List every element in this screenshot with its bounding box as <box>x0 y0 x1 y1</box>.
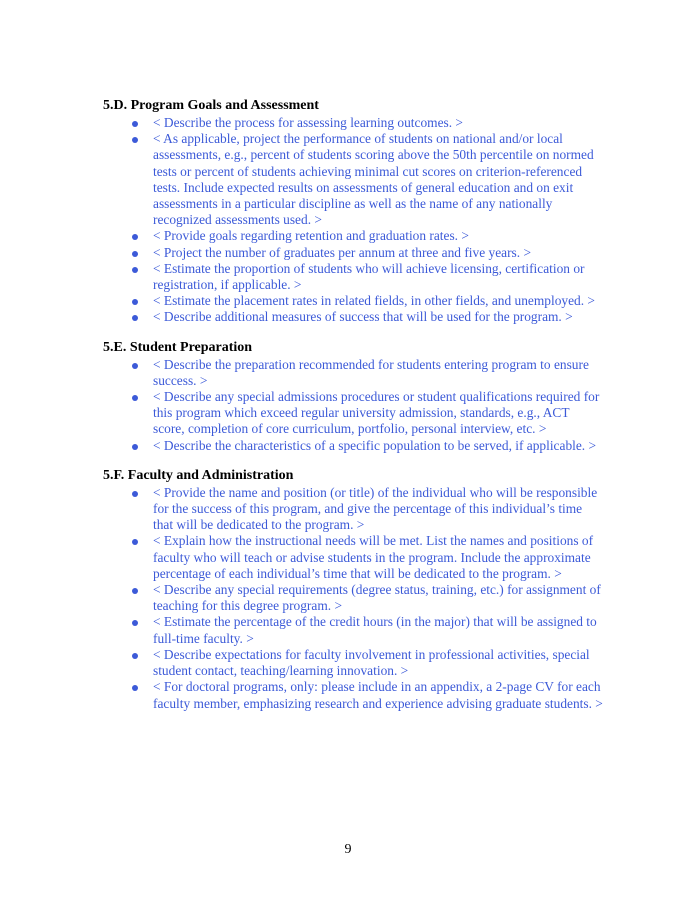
list-item <box>103 245 603 261</box>
bullet-icon <box>132 653 138 659</box>
list-item-text: < For doctoral programs, only: please include in an appendix, a 2-page CV for each faculty member, emphasizing research and experience advising graduate students. > <box>153 679 603 711</box>
list-item-text: < Describe any special admissions procedures or student qualifications required for this program which exceed regular university admission, standards, e.g., ACT score, completion of core curriculum, portfolio, personal interview, etc. > <box>153 389 600 437</box>
bullet-list <box>103 485 603 712</box>
list-item-text: < Estimate the proportion of students who will achieve licensing, certification or registration, if applicable. > <box>153 260 585 293</box>
list-item-text: < As applicable, project the performance of students on national and/or local assessments, e.g., percent of students scoring above the 50th percentile on normed tests or percent of students achieving minimal cut scores on criterion-referenced tests. Include expected results on assessments of general education and on exit assessments in a particular discipline as well as the name of any nationally recognized assessments used. > <box>153 131 594 228</box>
bullet-icon <box>132 685 138 691</box>
section-heading: 5.E. Student Preparation <box>103 339 253 355</box>
list-item <box>103 614 603 646</box>
list-item <box>103 115 603 131</box>
bullet-icon <box>132 234 138 240</box>
section-faculty-administration <box>103 468 603 712</box>
list-item <box>103 582 603 614</box>
list-item <box>103 357 603 389</box>
list-item <box>103 647 603 679</box>
list-item-text: < Provide goals regarding retention and graduation rates. > <box>153 228 469 244</box>
list-item <box>103 131 603 228</box>
list-item-text: < Describe additional measures of success that will be used for the program. > <box>153 309 573 325</box>
list-item <box>103 293 603 309</box>
bullet-icon <box>132 395 138 401</box>
list-item-text: < Describe expectations for faculty involvement in professional activities, special student contact, teaching/learning innovation. > <box>153 646 590 679</box>
bullet-icon <box>132 299 138 305</box>
bullet-icon <box>132 363 138 369</box>
list-item <box>103 228 603 244</box>
bullet-icon <box>132 444 138 450</box>
bullet-list <box>103 115 603 326</box>
list-item-text: < Project the number of graduates per annum at three and five years. > <box>153 244 531 260</box>
bullet-icon <box>132 588 138 594</box>
list-item <box>103 261 603 293</box>
page-number: 9 <box>344 842 352 857</box>
bullet-icon <box>132 491 138 497</box>
bullet-icon <box>132 539 138 545</box>
bullet-icon <box>132 620 138 626</box>
bullet-icon <box>132 315 138 321</box>
list-item <box>103 438 603 454</box>
bullet-list <box>103 357 603 454</box>
bullet-icon <box>132 121 138 127</box>
list-item <box>103 679 603 711</box>
list-item-text: < Describe the preparation recommended for students entering program to ensure success. > <box>153 356 589 388</box>
page-content <box>103 98 603 726</box>
list-item <box>103 389 603 438</box>
section-student-preparation <box>103 340 603 454</box>
list-item-text: < Describe the process for assessing learning outcomes. > <box>153 115 463 130</box>
list-item <box>103 485 603 534</box>
list-item-text: < Describe the characteristics of a specific population to be served, if applicable. > <box>153 437 597 453</box>
list-item <box>103 533 603 582</box>
list-item-text: < Estimate the placement rates in related fields, in other fields, and unemployed. > <box>153 293 595 309</box>
list-item-text: < Provide the name and position (or title) of the individual who will be responsible for the success of this program, and give the percentage of this individual’s time that will be dedicated to the program. > <box>153 484 598 533</box>
bullet-icon <box>132 267 138 273</box>
section-program-goals <box>103 98 603 326</box>
bullet-icon <box>132 251 138 257</box>
list-item-text: < Estimate the percentage of the credit hours (in the major) that will be assigned to full-time faculty. > <box>153 614 597 646</box>
bullet-icon <box>132 137 138 143</box>
section-heading: 5.F. Faculty and Administration <box>103 467 294 483</box>
list-item-text: < Describe any special requirements (degree status, training, etc.) for assignment of teaching for this degree program. > <box>153 582 601 614</box>
section-heading: 5.D. Program Goals and Assessment <box>103 98 319 113</box>
list-item <box>103 309 603 325</box>
list-item-text: < Explain how the instructional needs will be met. List the names and positions of faculty who will teach or advise students in the program. Include the approximate percentage of each individual’s time that will be dedicated to the program. > <box>153 533 594 581</box>
